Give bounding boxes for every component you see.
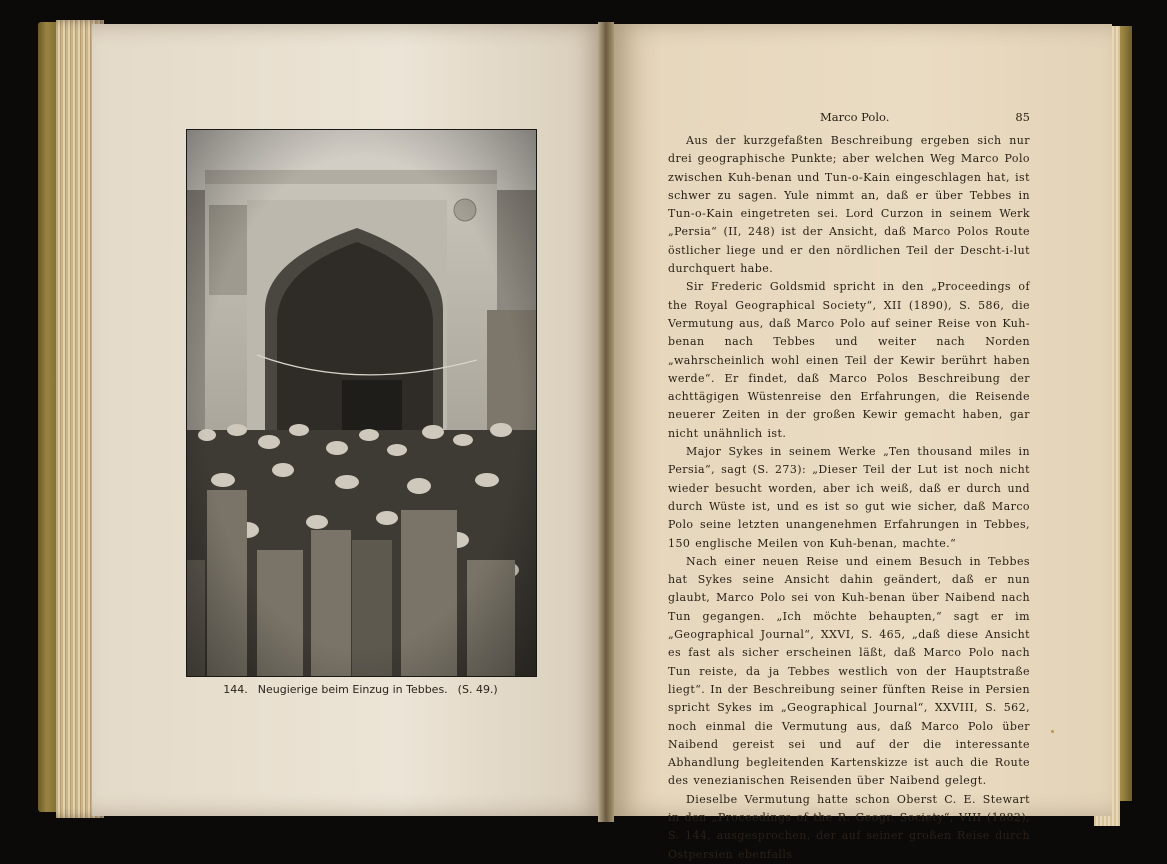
photo-caption xyxy=(186,683,535,696)
caption-page-ref: (S. 49.) xyxy=(457,683,498,696)
paragraph-1: Aus der kurzgefaßten Beschreibung ergeben sich nur drei geographische Punkte; aber welchen Weg Marco Polo zwischen Kuh-benan und Tun-o-Kain eingeschlagen hat, ist schwer zu sagen. Yule nimmt an, daß er über Tebbes in Tun-o-Kain eingetreten sei. Lord Curzon in seinem Werk „Persia“ (II, 248) ist der Ansicht, daß Marco Polos Route östlicher liege und er den nördlichen Teil der Descht-i-lut durchquert habe. xyxy=(668,134,1030,276)
paragraph-5: Dieselbe Vermutung hatte schon Oberst C. E. Stewart in den „Proceedings of the R. Geogr. Society“, VIII (1882), S. 144, ausgesprochen, der auf seiner großen Reise durch Ostpersien ebenfalls xyxy=(668,792,1030,861)
running-title: Marco Polo. xyxy=(820,110,890,124)
page-number: 85 xyxy=(1015,110,1030,124)
paper-speck xyxy=(1051,730,1054,733)
paragraph-4: Nach einer neuen Reise und einem Besuch in Tebbes hat Sykes seine Ansicht dahin geändert, daß er nun glaubt, Marco Polo sei von Kuh-benan über Naibend nach Tun gegangen. „Ich möchte behaupten,“ sagt er im „Geographical Journal“, XXVI, S. 465, „daß diese Ansicht es fast als sicher erscheinen läßt, daß Marco Polo nach Tun reiste, da ja Tebbes westlich von der Hauptstraße liegt“. In der Beschreibung seiner fünften Reise in Persien spricht Sykes im „Geographical Journal“, XXVIII, S. 562, noch einmal die Vermutung aus, daß Marco Polo über Naibend gereist sei und auf der die interessante Abhandlung begleitenden Kartenskizze ist auch die Route des venezianischen Reisenden über Naibend gelegt. xyxy=(668,554,1030,788)
body-text xyxy=(668,132,1030,861)
paragraph-3: Major Sykes in seinem Werke „Ten thousand miles in Persia“, sagt (S. 273): „Dieser Teil der Lut ist noch nicht wieder besucht worden, aber ich weiß, daß er durch und durch Wüste ist, und es ist so gut wie sicher, daß Marco Polo seine letzten unangenehmen Erfahrungen in Tebbes, 150 englische Meilen von Kuh-benan, machte.“ xyxy=(668,445,1030,550)
caption-number: 144. xyxy=(223,683,248,696)
caption-text: Neugierige beim Einzug in Tebbes. xyxy=(257,683,448,696)
photograph-crowd-at-gate xyxy=(186,129,537,677)
book-gutter xyxy=(598,22,614,822)
paragraph-2: Sir Frederic Goldsmid spricht in den „Proceedings of the Royal Geographical Society“, XII (1890), S. 586, die Vermutung aus, daß Marco Polo auf seiner Reise von Kuh-benan nach Tebbes und weiter nach Norden „wahrscheinlich wohl einen Teil der Kewir berührt haben werde“. Er findet, daß Marco Polos Beschreibung der achttägigen Wüstenreise den Erfahrungen, die Reisende neuerer Zeiten in der großen Kewir gemacht haben, gar nicht unähnlich ist. xyxy=(668,280,1030,440)
